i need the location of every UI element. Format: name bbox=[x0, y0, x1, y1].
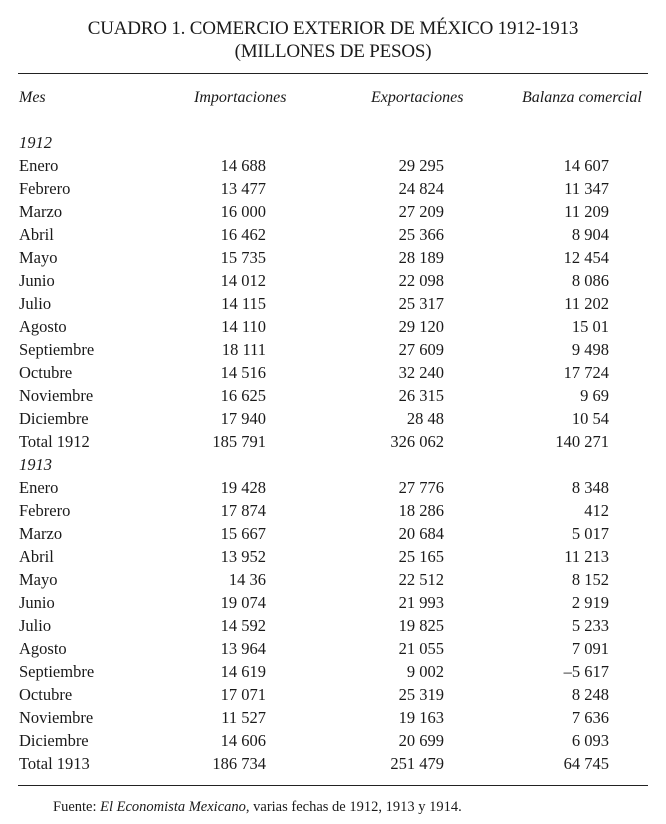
importaciones-cell: 18 111 bbox=[221, 340, 266, 359]
month-cell: Junio bbox=[19, 593, 55, 612]
month-cell: Octubre bbox=[19, 685, 73, 704]
month-cell: Junio bbox=[19, 271, 55, 290]
balanza-cell: 9 69 bbox=[580, 386, 609, 405]
header-exportaciones: Exportaciones bbox=[371, 89, 464, 106]
balanza-cell: 5 017 bbox=[571, 524, 609, 543]
exportaciones-cell: 326 062 bbox=[390, 432, 444, 451]
month-cell: Febrero bbox=[19, 501, 71, 520]
year-label: 1913 bbox=[19, 455, 52, 474]
importaciones-cell: 14 592 bbox=[220, 616, 266, 635]
balanza-cell: 11 209 bbox=[564, 202, 609, 221]
table-row bbox=[0, 407, 666, 430]
month-cell: Abril bbox=[19, 547, 54, 566]
table-row bbox=[0, 637, 666, 660]
month-cell: Noviembre bbox=[19, 386, 94, 405]
exportaciones-cell: 27 609 bbox=[398, 340, 444, 359]
importaciones-cell: 14 36 bbox=[228, 570, 266, 589]
importaciones-cell: 13 477 bbox=[220, 179, 266, 198]
source-publication: El Economista Mexicano bbox=[100, 799, 246, 815]
importaciones-cell: 19 074 bbox=[220, 593, 266, 612]
importaciones-cell: 13 952 bbox=[220, 547, 266, 566]
table-title-line-2: (MILLONES DE PESOS) bbox=[234, 41, 432, 62]
importaciones-cell: 13 964 bbox=[220, 639, 266, 658]
balanza-cell: 8 348 bbox=[571, 478, 609, 497]
importaciones-cell: 186 734 bbox=[212, 754, 266, 773]
exportaciones-cell: 251 479 bbox=[390, 754, 444, 773]
table-row bbox=[0, 522, 666, 545]
month-cell: Febrero bbox=[19, 179, 71, 198]
exportaciones-cell: 20 684 bbox=[398, 524, 444, 543]
importaciones-cell: 15 735 bbox=[220, 248, 266, 267]
table-row bbox=[0, 545, 666, 568]
top-rule bbox=[18, 73, 648, 74]
importaciones-cell: 17 071 bbox=[220, 685, 266, 704]
balanza-cell: 14 607 bbox=[563, 156, 609, 175]
balanza-cell: 15 01 bbox=[571, 317, 609, 336]
exportaciones-cell: 24 824 bbox=[398, 179, 444, 198]
table-row bbox=[0, 706, 666, 729]
balanza-cell: 412 bbox=[584, 501, 609, 520]
source-suffix: , varias fechas de 1912, 1913 y 1914. bbox=[245, 799, 462, 815]
exportaciones-cell: 29 295 bbox=[398, 156, 444, 175]
month-cell: Diciembre bbox=[19, 731, 89, 750]
month-cell: Noviembre bbox=[19, 708, 94, 727]
month-cell: Julio bbox=[19, 294, 52, 313]
exportaciones-cell: 28 189 bbox=[398, 248, 444, 267]
month-cell: Enero bbox=[19, 478, 59, 497]
table-row bbox=[0, 338, 666, 361]
month-cell: Mayo bbox=[19, 248, 58, 267]
importaciones-cell: 14 516 bbox=[220, 363, 266, 382]
balanza-cell: 12 454 bbox=[563, 248, 609, 267]
month-cell: Marzo bbox=[19, 524, 63, 543]
table-row bbox=[0, 246, 666, 269]
balanza-cell: 64 745 bbox=[563, 754, 609, 773]
table-row bbox=[0, 361, 666, 384]
exportaciones-cell: 26 315 bbox=[398, 386, 444, 405]
exportaciones-cell: 29 120 bbox=[398, 317, 444, 336]
year-heading bbox=[0, 131, 666, 154]
table-row bbox=[0, 729, 666, 752]
month-cell: Octubre bbox=[19, 363, 73, 382]
exportaciones-cell: 32 240 bbox=[398, 363, 444, 382]
exportaciones-cell: 20 699 bbox=[398, 731, 444, 750]
importaciones-cell: 16 000 bbox=[220, 202, 266, 221]
balanza-cell: 9 498 bbox=[571, 340, 609, 359]
table-row bbox=[0, 614, 666, 637]
balanza-cell: 7 091 bbox=[571, 639, 609, 658]
balanza-cell: 10 54 bbox=[571, 409, 609, 428]
table-row bbox=[0, 499, 666, 522]
importaciones-cell: 14 110 bbox=[221, 317, 266, 336]
total-row bbox=[0, 752, 666, 775]
exportaciones-cell: 19 825 bbox=[398, 616, 444, 635]
importaciones-cell: 14 688 bbox=[220, 156, 266, 175]
header-mes: Mes bbox=[19, 89, 46, 106]
exportaciones-cell: 25 317 bbox=[398, 294, 444, 313]
table-row bbox=[0, 200, 666, 223]
table-row bbox=[0, 384, 666, 407]
exportaciones-cell: 27 776 bbox=[398, 478, 444, 497]
source-prefix: Fuente: bbox=[53, 799, 101, 815]
importaciones-cell: 14 619 bbox=[220, 662, 266, 681]
table-row bbox=[0, 660, 666, 683]
balanza-cell: 8 152 bbox=[571, 570, 609, 589]
month-cell: Marzo bbox=[19, 202, 63, 221]
balanza-cell: 11 202 bbox=[564, 294, 609, 313]
balanza-cell: 7 636 bbox=[571, 708, 609, 727]
table-row bbox=[0, 223, 666, 246]
month-cell: Enero bbox=[19, 156, 59, 175]
balanza-cell: 6 093 bbox=[571, 731, 609, 750]
balanza-cell: 11 347 bbox=[564, 179, 609, 198]
importaciones-cell: 185 791 bbox=[212, 432, 266, 451]
table-row bbox=[0, 568, 666, 591]
month-cell: Julio bbox=[19, 616, 52, 635]
importaciones-cell: 11 527 bbox=[221, 708, 266, 727]
exportaciones-cell: 22 512 bbox=[398, 570, 444, 589]
table-row bbox=[0, 154, 666, 177]
table-row bbox=[0, 591, 666, 614]
month-cell: Septiembre bbox=[19, 662, 95, 681]
month-cell: Agosto bbox=[19, 639, 67, 658]
exportaciones-cell: 22 098 bbox=[398, 271, 444, 290]
exportaciones-cell: 25 366 bbox=[398, 225, 444, 244]
month-cell: Mayo bbox=[19, 570, 58, 589]
exportaciones-cell: 9 002 bbox=[406, 662, 444, 681]
importaciones-cell: 16 625 bbox=[220, 386, 266, 405]
exportaciones-cell: 27 209 bbox=[398, 202, 444, 221]
balanza-cell: –5 617 bbox=[563, 662, 609, 681]
importaciones-cell: 16 462 bbox=[220, 225, 266, 244]
balanza-cell: 2 919 bbox=[571, 593, 609, 612]
source-note bbox=[53, 797, 462, 817]
table-title-line-1: CUADRO 1. COMERCIO EXTERIOR DE MÉXICO 1912-1913 bbox=[87, 18, 579, 39]
header-balanza: Balanza comercial bbox=[522, 89, 642, 106]
exportaciones-cell: 19 163 bbox=[398, 708, 444, 727]
header-importaciones: Importaciones bbox=[194, 89, 287, 106]
month-cell: Total 1913 bbox=[19, 754, 90, 773]
balanza-cell: 140 271 bbox=[555, 432, 609, 451]
month-cell: Diciembre bbox=[19, 409, 89, 428]
table-row bbox=[0, 315, 666, 338]
month-cell: Agosto bbox=[19, 317, 67, 336]
importaciones-cell: 17 940 bbox=[220, 409, 266, 428]
importaciones-cell: 19 428 bbox=[220, 478, 266, 497]
month-cell: Abril bbox=[19, 225, 54, 244]
table-row bbox=[0, 177, 666, 200]
table-row bbox=[0, 292, 666, 315]
importaciones-cell: 15 667 bbox=[220, 524, 266, 543]
year-heading bbox=[0, 453, 666, 476]
exportaciones-cell: 28 48 bbox=[406, 409, 444, 428]
exportaciones-cell: 21 993 bbox=[398, 593, 444, 612]
exportaciones-cell: 25 165 bbox=[398, 547, 444, 566]
importaciones-cell: 14 606 bbox=[220, 731, 266, 750]
importaciones-cell: 17 874 bbox=[220, 501, 266, 520]
year-label: 1912 bbox=[19, 133, 52, 152]
table-row bbox=[0, 269, 666, 292]
exportaciones-cell: 21 055 bbox=[398, 639, 444, 658]
month-cell: Total 1912 bbox=[19, 432, 90, 451]
importaciones-cell: 14 012 bbox=[220, 271, 266, 290]
bottom-rule bbox=[18, 785, 648, 786]
exportaciones-cell: 18 286 bbox=[398, 501, 444, 520]
exportaciones-cell: 25 319 bbox=[398, 685, 444, 704]
balanza-cell: 8 248 bbox=[571, 685, 609, 704]
balanza-cell: 5 233 bbox=[571, 616, 609, 635]
total-row bbox=[0, 430, 666, 453]
balanza-cell: 11 213 bbox=[564, 547, 609, 566]
importaciones-cell: 14 115 bbox=[221, 294, 266, 313]
table-row bbox=[0, 476, 666, 499]
balanza-cell: 17 724 bbox=[563, 363, 609, 382]
month-cell: Septiembre bbox=[19, 340, 95, 359]
table-row bbox=[0, 683, 666, 706]
balanza-cell: 8 904 bbox=[571, 225, 609, 244]
balanza-cell: 8 086 bbox=[571, 271, 609, 290]
